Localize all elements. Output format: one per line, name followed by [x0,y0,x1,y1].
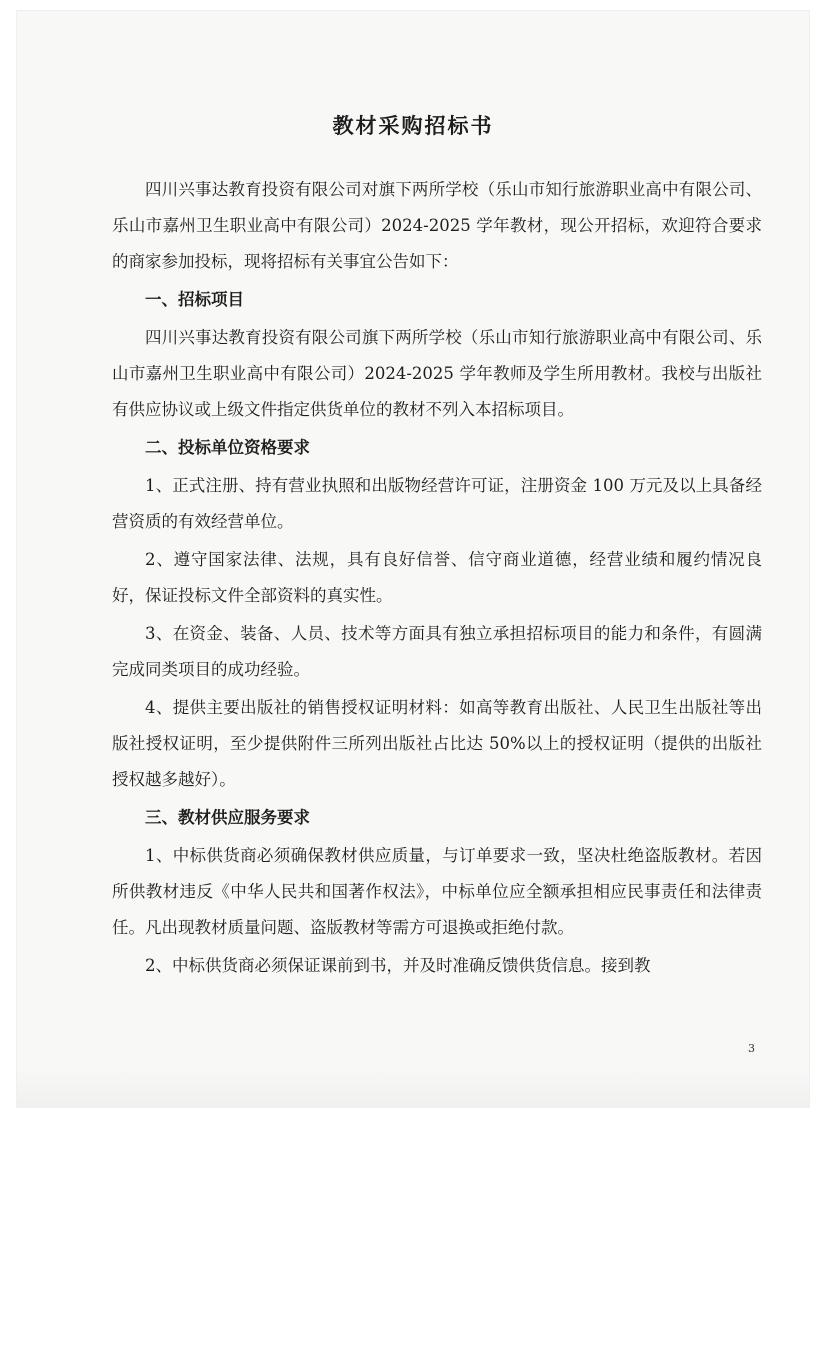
service-item-1: 1、中标供货商必须确保教材供应质量，与订单要求一致，坚决杜绝盗版教材。若因所供教材违反《中华人民共和国著作权法》，中标单位应全额承担相应民事责任和法律责任。凡出现教材质量问题、盗版教材等需方可退换或拒绝付款。 [112,846,762,937]
document-body [112,172,762,986]
qualification-item-4: 4、提供主要出版社的销售授权证明材料：如高等教育出版社、人民卫生出版社等出版社授权证明，至少提供附件三所列出版社占比达 50%以上的授权证明（提供的出版社授权越多越好）。 [112,698,762,789]
section-project-paragraph: 四川兴事达教育投资有限公司旗下两所学校（乐山市知行旅游职业高中有限公司、乐山市嘉州卫生职业高中有限公司）2024-2025 学年教师及学生所用教材。我校与出版社有供应协议或上级文件指定供货单位的教材不列入本招标项目。 [112,328,762,419]
section-heading-project: 一、招标项目 [145,290,244,309]
qualification-item-3: 3、在资金、装备、人员、技术等方面具有独立承担招标项目的能力和条件，有圆满完成同类项目的成功经验。 [112,624,762,679]
qualification-item-2: 2、遵守国家法律、法规，具有良好信誉、信守商业道德，经营业绩和履约情况良好，保证投标文件全部资料的真实性。 [112,550,762,605]
page-number: 3 [748,1042,755,1055]
intro-paragraph: 四川兴事达教育投资有限公司对旗下两所学校（乐山市知行旅游职业高中有限公司、乐山市嘉州卫生职业高中有限公司）2024-2025 学年教材，现公开招标，欢迎符合要求的商家参加投标，现将招标有关事宜公告如下： [112,180,762,271]
document-page [16,10,810,1108]
document-title: 教材采购招标书 [332,113,494,138]
service-item-2: 2、中标供货商必须保证课前到书，并及时准确反馈供货信息。接到教 [145,956,651,975]
section-heading-qualification: 二、投标单位资格要求 [145,438,310,457]
section-heading-service: 三、教材供应服务要求 [145,808,310,827]
qualification-item-1: 1、正式注册、持有营业执照和出版物经营许可证，注册资金 100 万元及以上具备经营资质的有效经营单位。 [112,476,762,531]
